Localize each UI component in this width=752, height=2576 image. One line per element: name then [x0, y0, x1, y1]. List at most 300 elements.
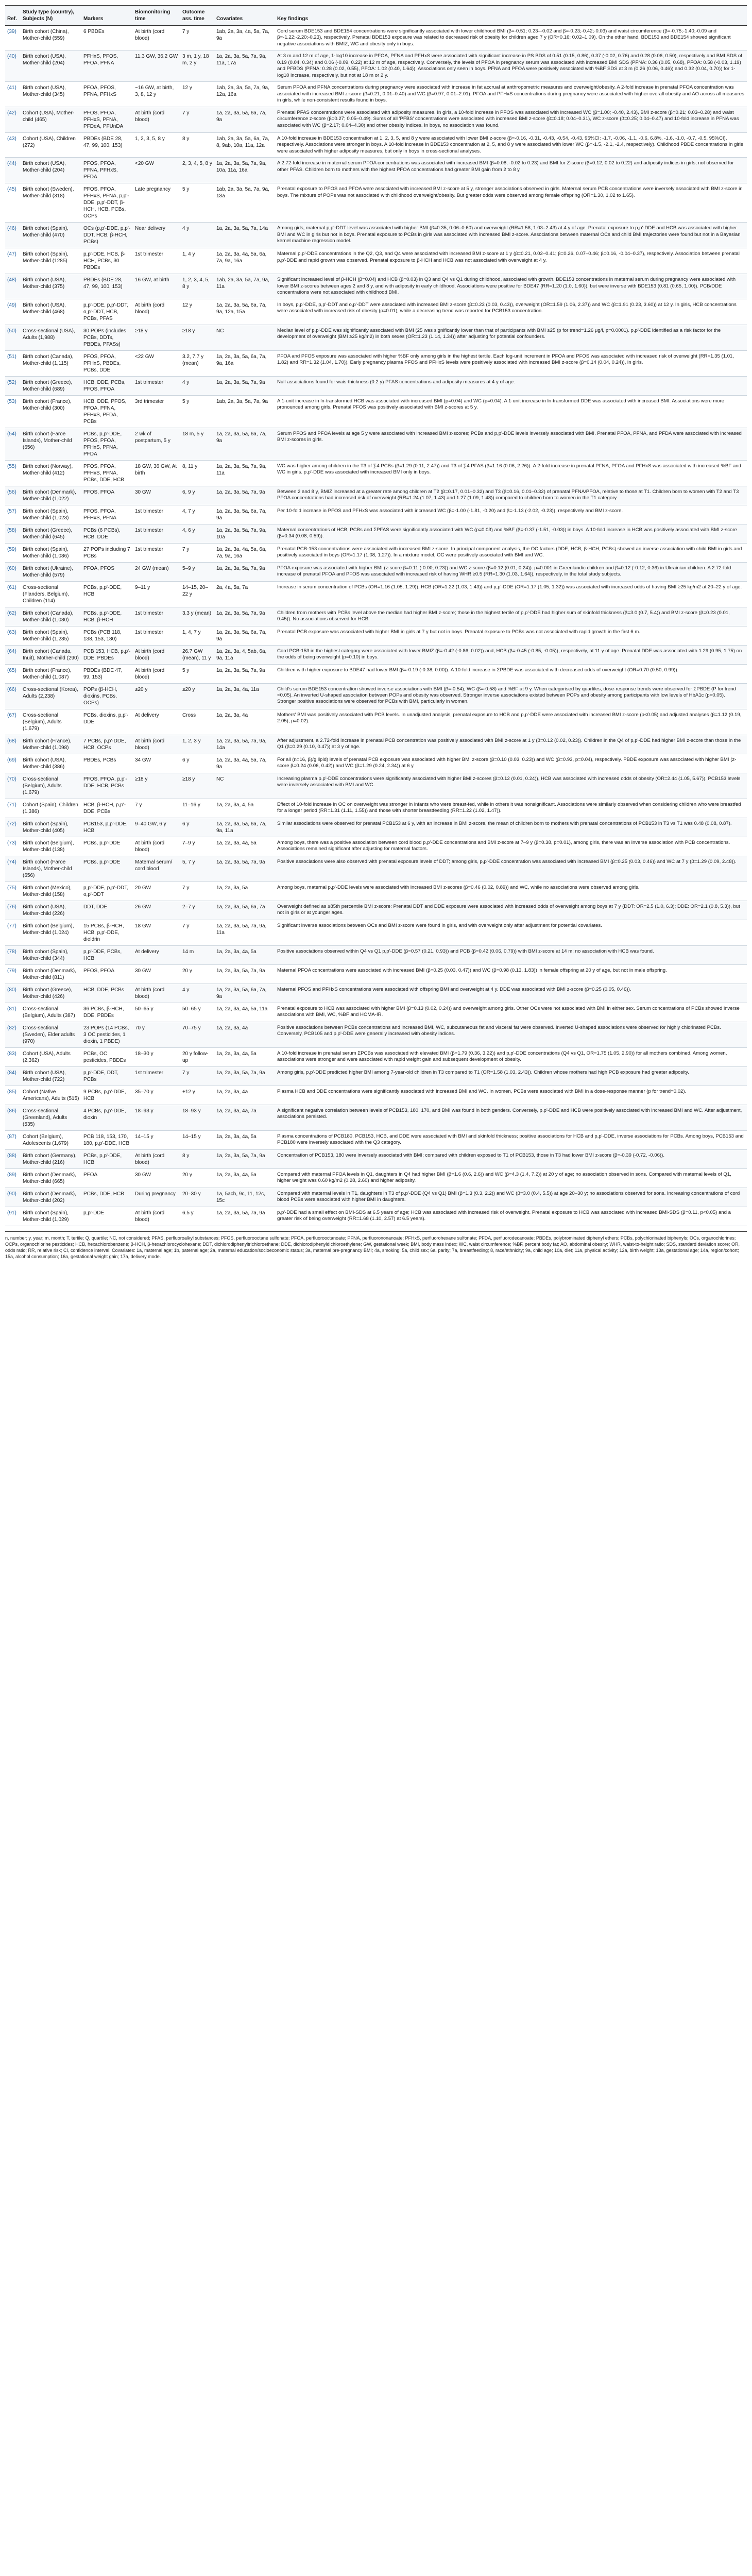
cell-ref: (82) [5, 1022, 21, 1047]
cell-covariates: 1a, 2a, 3a, 5a, 7a, 9a [214, 1207, 275, 1226]
cell-age: 50–65 y [180, 1003, 214, 1022]
cell-biomonitoring: During pregnancy [133, 1188, 180, 1207]
cell-markers: PCBs, p,p'-DDE [81, 837, 133, 856]
cell-age: 5–9 y [180, 562, 214, 581]
cell-ref: (80) [5, 984, 21, 1003]
cell-ref: (70) [5, 773, 21, 799]
cell-study: Birth cohort (Ukraine), Mother-child (579) [21, 562, 81, 581]
table-row [5, 26, 747, 50]
cell-study: Cross-sectional (Korea), Adults (2,238) [21, 683, 81, 709]
cell-biomonitoring: 1st trimester [133, 524, 180, 543]
cell-biomonitoring: 1, 2, 3, 5, 8 y [133, 132, 180, 157]
cell-covariates: 1a, 2a, 3a, 4a, 5a, 7a, 9a [214, 754, 275, 773]
table-row [5, 50, 747, 82]
cell-covariates: 1a, 2a, 3a, 5a, 7a, 9a [214, 1066, 275, 1086]
cell-biomonitoring: 2 wk of postpartum, 5 y [133, 428, 180, 460]
cell-study: Birth cohort (USA), Mother-child (345) [21, 82, 81, 107]
cell-findings: Similar associations were observed for prenatal PCB153 at 6 y, with an increase in BMI z-score, the mean of children born to mothers with prenatal concentrations of PCB153 in T3 vs T1 was 0.48 (0.08, 0.87). [275, 818, 747, 837]
cell-markers: 23 POPs (14 PCBs, 3 OC pesticides, 1 dioxin, 1 PBDE) [81, 1022, 133, 1047]
table-row [5, 920, 747, 945]
cell-markers: PFOS, PFOA, PFHxS, PFNA, p,p'-DDE, p,p'-DDT, β-HCH, HCB, PCBs, OCPs [81, 183, 133, 223]
cell-ref: (66) [5, 683, 21, 709]
cell-markers: 27 POPs including 7 PCBs [81, 543, 133, 562]
cell-findings: Overweight defined as ≥85th percentile BMI z-score: Prenatal DDT and DDE exposure were associated with increased odds of overweight among boys at 7 y (DDT: OR=2.5 (1.0, 6.3); DDE: OR=2.1 (0.8, 5.3)), but not in girls or at younger ages. [275, 901, 747, 920]
cell-age: +12 y [180, 1086, 214, 1105]
cell-age: 5 y [180, 183, 214, 223]
cell-markers: PCBs, dioxins, p,p'-DDE [81, 709, 133, 735]
cell-covariates: 1a, 2a, 3a, 5a, 7a, 9a, 10a [214, 524, 275, 543]
cell-ref: (79) [5, 964, 21, 984]
cell-biomonitoring: 24 GW (mean) [133, 562, 180, 581]
cell-study: Cohort (USA), Children (272) [21, 132, 81, 157]
table-row [5, 735, 747, 754]
table-row [5, 664, 747, 683]
cell-covariates: 1a, 2a, 3a, 5a, 7a, 9a [214, 664, 275, 683]
cell-biomonitoring: 16 GW, at birth [133, 274, 180, 299]
table-row [5, 1003, 747, 1022]
cell-findings: Compared with maternal PFOA levels in Q1, daughters in Q4 had higher BMI (β=1.6 (0.6, 2.6)) and WC (β=4.3 (1.4, 7.2)) at 20 y of age; no association observed in sons. Compared with maternal levels of Q1, higher weight was 0.60 kg/m2 (0.28, 2.60) and higher adiposity. [275, 1168, 747, 1188]
cell-ref: (54) [5, 428, 21, 460]
cell-study: Birth cohort (Greece), Mother-child (689) [21, 376, 81, 395]
cell-ref: (42) [5, 107, 21, 132]
header-study: Study type (country), Subjects (N) [21, 6, 81, 26]
cell-study: Birth cohort (Denmark), Mother-child (1,022) [21, 486, 81, 505]
table-row [5, 901, 747, 920]
cell-study: Birth cohort (Spain), Mother-child (344) [21, 945, 81, 964]
cell-biomonitoring: 26 GW [133, 901, 180, 920]
cell-biomonitoring: 9–40 GW, 6 y [133, 818, 180, 837]
cell-findings: Maternal PFOS and PFHxS concentrations were associated with offspring BMI and overweight at 4 y. DDE was associated with BMI z-score (β=0.25 (0.05, 0.46)). [275, 984, 747, 1003]
cell-findings: Significant increased level of β-HCH (β=0.04) and HCB (β=0.03) in Q3 and Q4 vs Q1 during childhood, associated with growth. BDE153 concentrations in maternal serum during pregnancy were associated with lower BMI z-scores between ages 2 and 8 y, and with adiposity in early childhood. Associations were positive for BDE47 (RR=1.20 (1.0, 1.60)), but were inverse with BDE153 (0.81 (0.65, 1.00)). PCB/DDE concentrations were not associated with childhood BMI. [275, 274, 747, 299]
cell-age: 20 y follow-up [180, 1047, 214, 1066]
cell-markers: PFOS, PFOA, p,p'-DDE, HCB, PCBs [81, 773, 133, 799]
cell-study: Birth cohort (Belgium), Mother-child (1,024) [21, 920, 81, 945]
cell-study: Cross-sectional (USA), Adults (1,988) [21, 325, 81, 350]
cell-biomonitoring: 30 GW [133, 964, 180, 984]
cell-markers: 15 PCBs, β-HCH, HCB, p,p'-DDE, dieldrin [81, 920, 133, 945]
cell-biomonitoring: 1st trimester [133, 505, 180, 524]
cell-findings: Among girls, p,p'-DDE predicted higher BMI among 7-year-old children in T3 compared to T1 (OR=1.58 (1.03, 2.43)). Children whose mothers had high PCB exposure had greater adiposity. [275, 1066, 747, 1086]
cell-age: 1, 2, 3, 4, 5, 8 y [180, 274, 214, 299]
cell-age: 8 y [180, 1149, 214, 1168]
cell-markers: 9 PCBs, p,p'-DDE, HCB [81, 1086, 133, 1105]
cell-covariates: 1a, 2a, 3a, 4, 5a [214, 799, 275, 818]
cell-age: 1, 2, 3 y [180, 735, 214, 754]
cell-biomonitoring: At birth (cord blood) [133, 299, 180, 325]
cell-covariates: 1a, 2a, 3a, 5a, 7a, 9a, 14a [214, 735, 275, 754]
cell-age: 5 y [180, 395, 214, 428]
cell-biomonitoring: 18 GW [133, 920, 180, 945]
cell-findings: A 1-unit increase in ln-transformed HCB was associated with increased BMI (p=0.04) and WC (p=0.04). A 1-unit increase in ln-transformed DDE was associated with increased BMI. Associations were more pronounced among girls. Prenatal PFOS was positively associated with BMI z-scores at 5 y. [275, 395, 747, 428]
cell-age: 12 y [180, 82, 214, 107]
cell-ref: (75) [5, 882, 21, 901]
cell-age: 20–30 y [180, 1188, 214, 1207]
cell-findings: Prenatal PCB-153 concentrations were associated with increased BMI z-score. In principal component analysis, the OC factors (DDE, HCB, β-HCH, PCBs) showed an inverse association with child BMI in girls and positively associated in boys (OR=1.17 (1.08, 1.27)). In a mixture model, OC were positively associated with BMI and WC. [275, 543, 747, 562]
cell-biomonitoring: 14–15 y [133, 1130, 180, 1149]
table-row [5, 543, 747, 562]
table-row [5, 325, 747, 350]
cell-ref: (44) [5, 158, 21, 183]
cell-covariates: 1a, 2a, 3a, 4a, 5a, 11a [214, 1003, 275, 1022]
evidence-table [5, 5, 747, 1226]
cell-markers: PCBs, p,p'-DDE, HCB [81, 1149, 133, 1168]
cell-covariates: 1a, 2a, 3a, 5a, 6a, 7a, 9a, 11a [214, 818, 275, 837]
cell-covariates: 1a, 2a, 3a, 5a, 6a, 7a, 9a [214, 428, 275, 460]
cell-age: 7 y [180, 543, 214, 562]
cell-ref: (55) [5, 460, 21, 486]
table-row [5, 107, 747, 132]
cell-age: ≥18 y [180, 325, 214, 350]
page [5, 0, 747, 1266]
cell-study: Birth cohort (Faroe Islands), Mother-child (656) [21, 856, 81, 882]
cell-biomonitoring: 18 GW, 36 GW, At birth [133, 460, 180, 486]
cell-biomonitoring: At birth (cord blood) [133, 26, 180, 50]
header-biomonitoring: Biomonitoring time [133, 6, 180, 26]
cell-markers: p,p'-DDE [81, 1207, 133, 1226]
cell-ref: (60) [5, 562, 21, 581]
cell-biomonitoring: 3rd trimester [133, 395, 180, 428]
cell-study: Birth cohort (China), Mother-child (559) [21, 26, 81, 50]
cell-biomonitoring: 1st trimester [133, 607, 180, 626]
table-row [5, 964, 747, 984]
cell-markers: PCBs (6 PCBs), HCB, DDE [81, 524, 133, 543]
table-row [5, 248, 747, 274]
cell-findings: Per 10-fold increase in PFOS and PFHxS was associated with increased WC (β=-1.00 (-1.81, -0.20) and β=-1.13 (-2.02, -0.23)), respectively and BMI z-score. [275, 505, 747, 524]
cell-ref: (74) [5, 856, 21, 882]
cell-ref: (90) [5, 1188, 21, 1207]
cell-covariates: 1a, 2a, 3a, 5a, 6a, 7a, 9a, 16a [214, 350, 275, 376]
cell-markers: PFOS, PFOA, PFNA, PFHxS, PFDA [81, 158, 133, 183]
table-row [5, 856, 747, 882]
cell-markers: PBDEs (BDE 47, 99, 153) [81, 664, 133, 683]
cell-covariates: 1a, 2a, 3a, 5a, 7a, 9a, 11a [214, 920, 275, 945]
cell-findings: Null associations found for wais-thickness (0.2 y) PFAS concentrations and adiposity measures at 4 y of age. [275, 376, 747, 395]
cell-markers: 4 PCBs, p,p'-DDE, dioxin [81, 1105, 133, 1130]
table-row [5, 1149, 747, 1168]
cell-findings: Positive associations were also observed with prenatal exposure levels of DDT; among girls, p,p'-DDE concentration was associated with increased BMI (β=0.25 (0.03, 0.46)) and WC at 7 y (β=1.29 (0.09, 2.48)). [275, 856, 747, 882]
cell-age: 1, 4 y [180, 248, 214, 274]
header-ref: Ref. [5, 6, 21, 26]
cell-ref: (84) [5, 1066, 21, 1086]
cell-covariates: 1a, 2a, 3a, 5a, 6a, 7a, 9a [214, 626, 275, 645]
cell-study: Cross-sectional (Sweden), Elder adults (970) [21, 1022, 81, 1047]
cell-findings: Plasma HCB and DDE concentrations were significantly associated with increased BMI and WC. In women, PCBs were associated with BMI in a dose-response manner (p for trend=0.02). [275, 1086, 747, 1105]
cell-study: Birth cohort (Spain), Mother-child (1,086) [21, 543, 81, 562]
header-findings: Key findings [275, 6, 747, 26]
cell-markers: PCBs, DDE, HCB [81, 1188, 133, 1207]
cell-ref: (78) [5, 945, 21, 964]
cell-age: 6, 9 y [180, 486, 214, 505]
cell-markers: PFOS, PFOA, PFHxS, PFNA [81, 505, 133, 524]
table-row [5, 1047, 747, 1066]
cell-ref: (48) [5, 274, 21, 299]
cell-markers: PFOS, PFOA, PFHxS, PBDEs, PCBs, DDE [81, 350, 133, 376]
cell-biomonitoring: ≥18 y [133, 773, 180, 799]
table-row [5, 773, 747, 799]
cell-findings: PFOA exposure was associated with higher BMI (z-score β=0.11 (-0.00, 0.23)) and WC z-score (β=0.12 (0.01, 0.24)). p=0.001 in Greenlandic children and β=0.12 (-0.12, 0.36) in Ukrainian children. A 2.72-fold increase of prenatal PFOA and PFOS was associated with increased risk of having WHR ≥0.5 (RR=1.30 (1.03, 1.64)), respectively, in the total study subjects. [275, 562, 747, 581]
cell-markers: PFOS, PFOA [81, 486, 133, 505]
cell-biomonitoring: At birth (cord blood) [133, 1149, 180, 1168]
cell-markers: PFOA, PFOS, PFNA, PFHxS [81, 82, 133, 107]
cell-age: 14 m [180, 945, 214, 964]
cell-age: 4, 7 y [180, 505, 214, 524]
cell-markers: 7 PCBs, p,p'-DDE, HCB, OCPs [81, 735, 133, 754]
cell-markers: PCB 153, HCB, p,p'-DDE, PBDEs [81, 645, 133, 664]
cell-markers: PFOA, PFOS [81, 562, 133, 581]
cell-covariates: 1a, 2a, 3a, 5a, 6a, 7a, 9a [214, 984, 275, 1003]
cell-ref: (40) [5, 50, 21, 82]
cell-age: 6.5 y [180, 1207, 214, 1226]
cell-covariates: 1a, 2a, 3a, 4a, 5a [214, 1047, 275, 1066]
table-row [5, 683, 747, 709]
cell-covariates: 1a, 2a, 3a, 5a, 6a, 7a, 9a [214, 107, 275, 132]
cell-findings: Serum PFOA and PFNA concentrations during pregnancy were associated with increase in fat accrual at anthropometric measures and overweight/obesity. A 2-fold increase in prenatal PFOA concentration was associated with increased BMI z-score (β=0.21, 0.01–0.40) and WC (β=0.97, 0.01–2.01). PFOA and PFHxS concentrations during pregnancy were associated with higher overall obesity and AO across all measures in girls, while non-consistent results found in boys. [275, 82, 747, 107]
cell-age: 2–7 y [180, 901, 214, 920]
table-row [5, 1207, 747, 1226]
cell-covariates: 2a, 4a, 5a, 7a [214, 581, 275, 607]
cell-study: Birth cohort (Spain), Mother-child (470) [21, 223, 81, 248]
cell-findings: Mothers' BMI was positively associated with PCB levels. In unadjusted analysis, prenatal exposure to HCB and p,p'-DDE were associated with increased BMI z-score (p<0.05) and adjusted analyses (β=1.12 (0.19, 2.05), p=0.02). [275, 709, 747, 735]
cell-biomonitoring: ~16 GW, at birth, 3, 8, 12 y [133, 82, 180, 107]
cell-age: 14–15, 20–22 y [180, 581, 214, 607]
cell-biomonitoring: Late pregnancy [133, 183, 180, 223]
cell-age: 3.3 y (mean) [180, 607, 214, 626]
table-row [5, 837, 747, 856]
cell-ref: (91) [5, 1207, 21, 1226]
cell-study: Birth cohort (Spain), Mother-child (1,029) [21, 1207, 81, 1226]
cell-ref: (86) [5, 1105, 21, 1130]
cell-biomonitoring: 9–11 y [133, 581, 180, 607]
cell-markers: PCBs, p,p'-DDE, HCB [81, 581, 133, 607]
cell-covariates: 1a, 2a, 3a, 4a, 5a [214, 1130, 275, 1149]
cell-ref: (52) [5, 376, 21, 395]
cell-markers: p,p'-DDE, HCB, β-HCH, PCBs, 30 PBDEs [81, 248, 133, 274]
cell-biomonitoring: <20 GW [133, 158, 180, 183]
cell-covariates: 1a, 2a, 3a, 5a, 7a, 9a [214, 1149, 275, 1168]
cell-markers: PBDEs, PCBs [81, 754, 133, 773]
table-row [5, 709, 747, 735]
cell-markers: POPs (β-HCH, dioxins, PCBs, OCPs) [81, 683, 133, 709]
cell-biomonitoring: ≥18 y [133, 325, 180, 350]
cell-age: 7 y [180, 882, 214, 901]
cell-markers: PBDEs (BDE 28, 47, 99, 100, 153) [81, 274, 133, 299]
cell-ref: (57) [5, 505, 21, 524]
table-row [5, 754, 747, 773]
cell-study: Birth cohort (France), Mother-child (1,087) [21, 664, 81, 683]
cell-age: 7 y [180, 920, 214, 945]
cell-findings: p,p'-DDE had a small effect on BMI-SDS at 6.5 years of age; HCB was associated with increased risk of overweight. Prenatal exposure to HCB was associated with increased BMI-SDS (β=0.11, p<0.05) and a greater risk of being overweight (RR=1.68 (1.10, 2.57) at 6.5 years). [275, 1207, 747, 1226]
cell-markers: 6 PBDEs [81, 26, 133, 50]
cell-study: Birth cohort (Sweden), Mother-child (318) [21, 183, 81, 223]
cell-ref: (43) [5, 132, 21, 157]
cell-covariates: 1a, 2a, 3a, 4a, 5a [214, 1168, 275, 1188]
header-age: Outcome ass. time [180, 6, 214, 26]
table-row [5, 350, 747, 376]
cell-ref: (58) [5, 524, 21, 543]
cell-markers: PFOS, PFOA, PFHxS, PFNA, PFDeA, PFUnDA [81, 107, 133, 132]
cell-biomonitoring: 1st trimester [133, 1066, 180, 1086]
table-row [5, 1188, 747, 1207]
table-body [5, 26, 747, 1226]
cell-age: Cross [180, 709, 214, 735]
cell-findings: Among boys, there was a positive association between cord blood p,p'-DDE concentrations and BMI z-score at 7–9 y (β=0.38, p=0.01), among girls, there was an inverse association with PCB concentrations. Associations remained significant after adjusting for maternal factors. [275, 837, 747, 856]
cell-findings: Between 2 and 8 y, BMIZ increased at a greater rate among children at T2 (β=0.17, 0.01–0.32) and T3 (β=0.16, 0.01–0.32) of prenatal PFNA/PFOA, relative to those at T1. Children born to women with T2 and T3 PFOA concentrations had increased risk of overweight (RR=1.24 (1.07, 1.43) and 1.27 (1.09, 1.48)) compared to children born to women in the T1 category. [275, 486, 747, 505]
cell-markers: PBDEs (BDE 28, 47, 99, 100, 153) [81, 132, 133, 157]
cell-age: 7 y [180, 26, 214, 50]
cell-covariates: 1a, 2a, 3a, 5a, 6a, 7a [214, 901, 275, 920]
cell-study: Birth cohort (Spain), Mother-child (1,285) [21, 626, 81, 645]
cell-age: 6 y [180, 754, 214, 773]
cell-findings: Among girls, maternal p,p'-DDT level was associated with higher BMI (β=0.35, 0.06–0.60) and overweight (RR=1.58, 1.03–2.43) at 4 y of age. Prenatal exposure to p,p'-DDE and HCB was associated with higher BMI and WC in girls but not in boys. Prenatal exposure to PCBs in girls was associated with increased BMI z-score. Associations between maternal OCs and child BMI trajectories were found but not in a Bayesian kernel machine regression model. [275, 223, 747, 248]
cell-covariates: 1ab, 2a, 3a, 5a, 7a, 9a, 11a [214, 274, 275, 299]
cell-findings: Concentration of PCB153, 180 were inversely associated with BMI; compared with children exposed to T1 of PCB153, those in T3 had lower BMI z-score (β=-0.39 (-0.72, -0.06)). [275, 1149, 747, 1168]
cell-study: Cohort (Spain), Children (1,386) [21, 799, 81, 818]
cell-ref: (39) [5, 26, 21, 50]
cell-ref: (53) [5, 395, 21, 428]
cell-biomonitoring: At birth (cord blood) [133, 107, 180, 132]
cell-age: ≥20 y [180, 683, 214, 709]
cell-findings: Maternal p,p'-DDE concentrations in the Q2, Q3, and Q4 were associated with increased BMI z-score at 1 y (β=0.21, 0.02–0.41; β=0.26, 0.07–0.46; β=0.16, -0.04–0.37), respectively. Association between prenatal p,p'-DDE and rapid growth was observed. Prenatal exposure to β-HCH and HCB was not associated with overweight at 4 y. [275, 248, 747, 274]
cell-biomonitoring: 70 y [133, 1022, 180, 1047]
cell-age: 4, 6 y [180, 524, 214, 543]
cell-ref: (47) [5, 248, 21, 274]
table-footnote: n, number; y, year; m, month; T, tertile; Q, quartile; NC, not considered; PFAS, perfluoroalkyl substances; PFOS, perfluorooctane sulfonate; PFOA, perfluorooctanoate; PFNA, perfluorononanoate; PFHxS, perfluorohexane sulfonate; PFDA, perfluorodecanoate; PBDEs, polybrominated diphenyl ethers; PCBs, polychlorinated biphenyls; OCs, organochlorines; OCPs, organochlorine pesticides; HCB, hexachlorobenzene; β-HCH, β-hexachlorocyclohexane; DDT, dichlorodiphenyltrichloroethane; DDE, dichlorodiphenyldichloroethylene; GW, gestational week; BMI, body mass index; WC, waist circumference; %BF, percent body fat; AO, abdominal obesity; WHR, waist-to-height ratio; SDS, standard deviation score; OR, odds ratio; RR, relative risk; CI, confidence interval. Covariates: 1a, maternal age; 1b, paternal age; 2a, maternal education/socioeconomic status; 3a, maternal pre-pregnancy BMI; 4a, smoking; 5a, child sex; 6a, parity; 7a, breastfeeding; 8, race/ethnicity; 9a, child age; 10a, diet; 11a, physical activity; 12a, birth weight; 13a, gestational age; 14a, region/cohort; 15a, alcohol consumption; 16a, gestational weight gain; 17a, delivery mode. [5, 1231, 747, 1260]
cell-biomonitoring: 18–93 y [133, 1105, 180, 1130]
cell-age: 7 y [180, 1066, 214, 1086]
cell-study: Birth cohort (France), Mother-child (1,098) [21, 735, 81, 754]
cell-ref: (72) [5, 818, 21, 837]
cell-findings: Children from mothers with PCBs level above the median had higher BMI z-score; those in the highest tertile of p,p'-DDE had higher sum of skinfold thickness (β=3.0 (0.7, 5.4)) and BMI z-score (β=0.23 (0.01, 0.45)). No associations observed for HCB. [275, 607, 747, 626]
cell-findings: Plasma concentrations of PCB180, PCB153, HCB, and DDE were associated with BMI and skinfold thickness; positive associations for HCB and p,p'-DDE, inverse associations for PCBs. Among boys, PCB153 and PCB180 were inversely associated with the Q3 category. [275, 1130, 747, 1149]
cell-study: Birth cohort (Spain), Mother-child (1,023) [21, 505, 81, 524]
table-row [5, 1105, 747, 1130]
cell-markers: HCB, DDE, PCBs, PFOS, PFOA [81, 376, 133, 395]
table-row [5, 984, 747, 1003]
cell-markers: PCBs, p,p'-DDE, HCB, β-HCH [81, 607, 133, 626]
cell-markers: PFOS, PFOA [81, 964, 133, 984]
cell-biomonitoring: At birth (cord blood) [133, 664, 180, 683]
cell-age: 70–75 y [180, 1022, 214, 1047]
cell-markers: PCBs, p,p'-DDE [81, 856, 133, 882]
cell-findings: Positive associations observed within Q4 vs Q1 p,p'-DDE (β=0.57 (0.21, 0.93)) and PCB (β=0.42 (0.06, 0.79)) with BMI z-score at 14 m; no association with HCB was found. [275, 945, 747, 964]
cell-study: Birth cohort (Denmark), Mother-child (811) [21, 964, 81, 984]
cell-study: Birth cohort (Denmark), Mother-child (202) [21, 1188, 81, 1207]
cell-age: 3.2, 7.7 y (mean) [180, 350, 214, 376]
cell-age: 4 y [180, 223, 214, 248]
table-row [5, 428, 747, 460]
cell-age: 1, 4, 7 y [180, 626, 214, 645]
cell-findings: A 2.72-fold increase in maternal serum PFOA concentrations was associated with increased BMI (β=0.08, -0.02 to 0.23) and BMI for Z-score (β=0.12, 0.02 to 0.22) and adiposity indices in girls; not observed for other PFAS. Children born to mothers with the highest PFOA concentrations had greater BMI gain from 2 to 8 y. [275, 158, 747, 183]
cell-ref: (65) [5, 664, 21, 683]
cell-findings: Children with higher exposure to BDE47 had lower BMI (β=-0.19 (-0.38, 0.00)). A 10-fold increase in ΣPBDE was associated with decreased odds of overweight (OR=0.70 (0.50, 0.99)). [275, 664, 747, 683]
cell-study: Birth cohort (Greece), Mother-child (645) [21, 524, 81, 543]
cell-biomonitoring: At birth (cord blood) [133, 1207, 180, 1226]
header-covariates: Covariates [214, 6, 275, 26]
cell-markers: p,p'-DDE, DDT, PCBs [81, 1066, 133, 1086]
cell-findings: At 3 m and 12 m of age, 1-log10 increase in PFOA, PFNA and PFHxS were associated with significant increase in PS BDS of 0.51 (0.15, 0.86), 0.37 (-0.02, 0.76) and 0.28 (0.06, 0.50), respectively and BMI SDS of 0.19 (0.04, 0.34) and 0.06 (-0.09, 0.22) at 12 m of age, respectively. Conversely, the levels of PFOA in pregnancy serum was associated with increased BMI SDS (PFNA: 0.36 (0.05, 0.68), PFOA: 0.58 (-0.03, 1.19) and PFBDS (PFNA: 0.28 (0.02, 0.55), PFOA: 1.02 (0.40, 1.64)). Associations only seen in boys. PFNA and PFOA were positively associated with %BF SDS at 3 m (0.26 (0.06, 0.46)) and 0.32 (0.04, 0.70)) for 1-log10 increase, respectively, but not at 18 m or 2 y. [275, 50, 747, 82]
cell-biomonitoring: At birth (cord blood) [133, 984, 180, 1003]
cell-biomonitoring: At birth (cord blood) [133, 837, 180, 856]
cell-findings: Increase in serum concentration of PCBs (OR=1.16 (1.05, 1.29)), HCB (OR=1.22 (1.03, 1.43)) and p,p'-DDE (OR=1.17 (1.05, 1.32)) was associated with increased odds of having BMI ≥25 kg/m2 at 20–22 y of age. [275, 581, 747, 607]
cell-age: 3 m, 1 y, 18 m, 2 y [180, 50, 214, 82]
cell-age: 2, 3, 4, 5, 8 y [180, 158, 214, 183]
cell-ref: (45) [5, 183, 21, 223]
cell-ref: (73) [5, 837, 21, 856]
cell-age: 5, 7 y [180, 856, 214, 882]
table-row [5, 395, 747, 428]
cell-study: Birth cohort (USA), Mother-child (375) [21, 274, 81, 299]
cell-biomonitoring: <22 GW [133, 350, 180, 376]
cell-study: Birth cohort (Germany), Mother-child (216) [21, 1149, 81, 1168]
cell-age: 5 y [180, 664, 214, 683]
table-row [5, 581, 747, 607]
table-row [5, 1022, 747, 1047]
cell-biomonitoring: 11.3 GW, 36.2 GW [133, 50, 180, 82]
cell-biomonitoring: Near delivery [133, 223, 180, 248]
table-row [5, 505, 747, 524]
cell-age: 20 y [180, 964, 214, 984]
table-row [5, 183, 747, 223]
cell-biomonitoring: 1st trimester [133, 376, 180, 395]
cell-ref: (63) [5, 626, 21, 645]
cell-study: Birth cohort (Spain), Mother-child (405) [21, 818, 81, 837]
table-row [5, 460, 747, 486]
cell-age: ≥18 y [180, 773, 214, 799]
cell-biomonitoring: At birth (cord blood) [133, 735, 180, 754]
cell-ref: (81) [5, 1003, 21, 1022]
cell-ref: (68) [5, 735, 21, 754]
cell-study: Cross-sectional (Belgium), Adults (387) [21, 1003, 81, 1022]
cell-findings: Maternal concentrations of HCB, PCBs and ΣPFAS were significantly associated with WC (p=0.03) and %BF (β=-0.37 (-1.51, -0.03)) in boys. A 10-fold increase in HCB was positively associated with BMI z-score (β=0.34 (0.08, 0.59)). [275, 524, 747, 543]
cell-study: Birth cohort (Norway), Mother-child (412) [21, 460, 81, 486]
table-row [5, 274, 747, 299]
cell-age: 7–9 y [180, 837, 214, 856]
cell-findings: Effect of 10-fold increase in OC on overweight was stronger in infants who were breast-fed, while in others it was nonsignificant. Associations were similarly observed when considering children who were breastfed for a longer period (RR=1.31 (1.11, 1.55)) and those with shorter breastfeeding (RR=1.22 (1.02, 1.47)). [275, 799, 747, 818]
cell-markers: PCB 118, 153, 170, 180, p,p'-DDE, HCB [81, 1130, 133, 1149]
cell-biomonitoring: ≥20 y [133, 683, 180, 709]
cell-findings: Median level of p,p'-DDE was significantly associated with BMI (25 was significantly lower than that of participants with BMI ≥25 (p for trend=1.26 μg/l, p=0.0001). p,p'-DDE identified as a risk factor for the development of overweight (BMI ≥25 kg/m2) in both sexes (OR=1.23 (1.14, 1.34)) after adjusting for potential confounders. [275, 325, 747, 350]
table-row [5, 1066, 747, 1086]
cell-age: 7 y [180, 107, 214, 132]
cell-findings: A significant negative correlation between levels of PCB153, 180, 170, and BMI was found in both genders. Conversely, p,p'-DDE and HCB were positively associated with increased BMI and WC. After adjustment, associations persisted. [275, 1105, 747, 1130]
cell-study: Birth cohort (USA), Mother-child (204) [21, 158, 81, 183]
cell-covariates: 1a, 2a, 3a, 4a, 7a [214, 1105, 275, 1130]
table-row [5, 1086, 747, 1105]
cell-covariates: NC [214, 773, 275, 799]
cell-study: Birth cohort (Canada, Inuit), Mother-child (290) [21, 645, 81, 664]
cell-covariates: 1ab, 2a, 3a, 5a, 7a, 9a, 13a [214, 183, 275, 223]
cell-ref: (62) [5, 607, 21, 626]
cell-age: 18–93 y [180, 1105, 214, 1130]
cell-biomonitoring: 50–65 y [133, 1003, 180, 1022]
cell-ref: (59) [5, 543, 21, 562]
cell-study: Birth cohort (Canada), Mother-child (1,080) [21, 607, 81, 626]
cell-markers: p,p'-DDE, p,p'-DDT, o,p'-DDT [81, 882, 133, 901]
cell-findings: Prenatal exposure to PFOS and PFOA were associated with increased BMI z-score at 5 y, stronger associations observed in girls. Maternal serum PCB concentrations were inversely associated with BMI z-score in boys. The mixture of POPs was not associated with childhood overweight/obesity. But greater odds were observed among female offspring (OR=1.30, 1.02 to 1.65). [275, 183, 747, 223]
table-row [5, 524, 747, 543]
cell-markers: 36 PCBs, β-HCH, DDE, PBDEs [81, 1003, 133, 1022]
cell-ref: (88) [5, 1149, 21, 1168]
cell-markers: DDT, DDE [81, 901, 133, 920]
table-row [5, 1168, 747, 1188]
cell-markers: p,p'-DDE, PCBs, HCB [81, 945, 133, 964]
cell-age: 11–16 y [180, 799, 214, 818]
cell-age: 14–15 y [180, 1130, 214, 1149]
cell-covariates: 1a, 2a, 3a, 5a, 7a, 9a, 11a [214, 460, 275, 486]
cell-covariates: 1a, 2a, 3a, 4a [214, 1086, 275, 1105]
cell-findings: Prenatal PCB exposure was associated with higher BMI in girls at 7 y but not in boys. Prenatal exposure to PCBs was not associated with rapid growth in the first 6 m. [275, 626, 747, 645]
cell-study: Birth cohort (Denmark), Mother-child (665) [21, 1168, 81, 1188]
